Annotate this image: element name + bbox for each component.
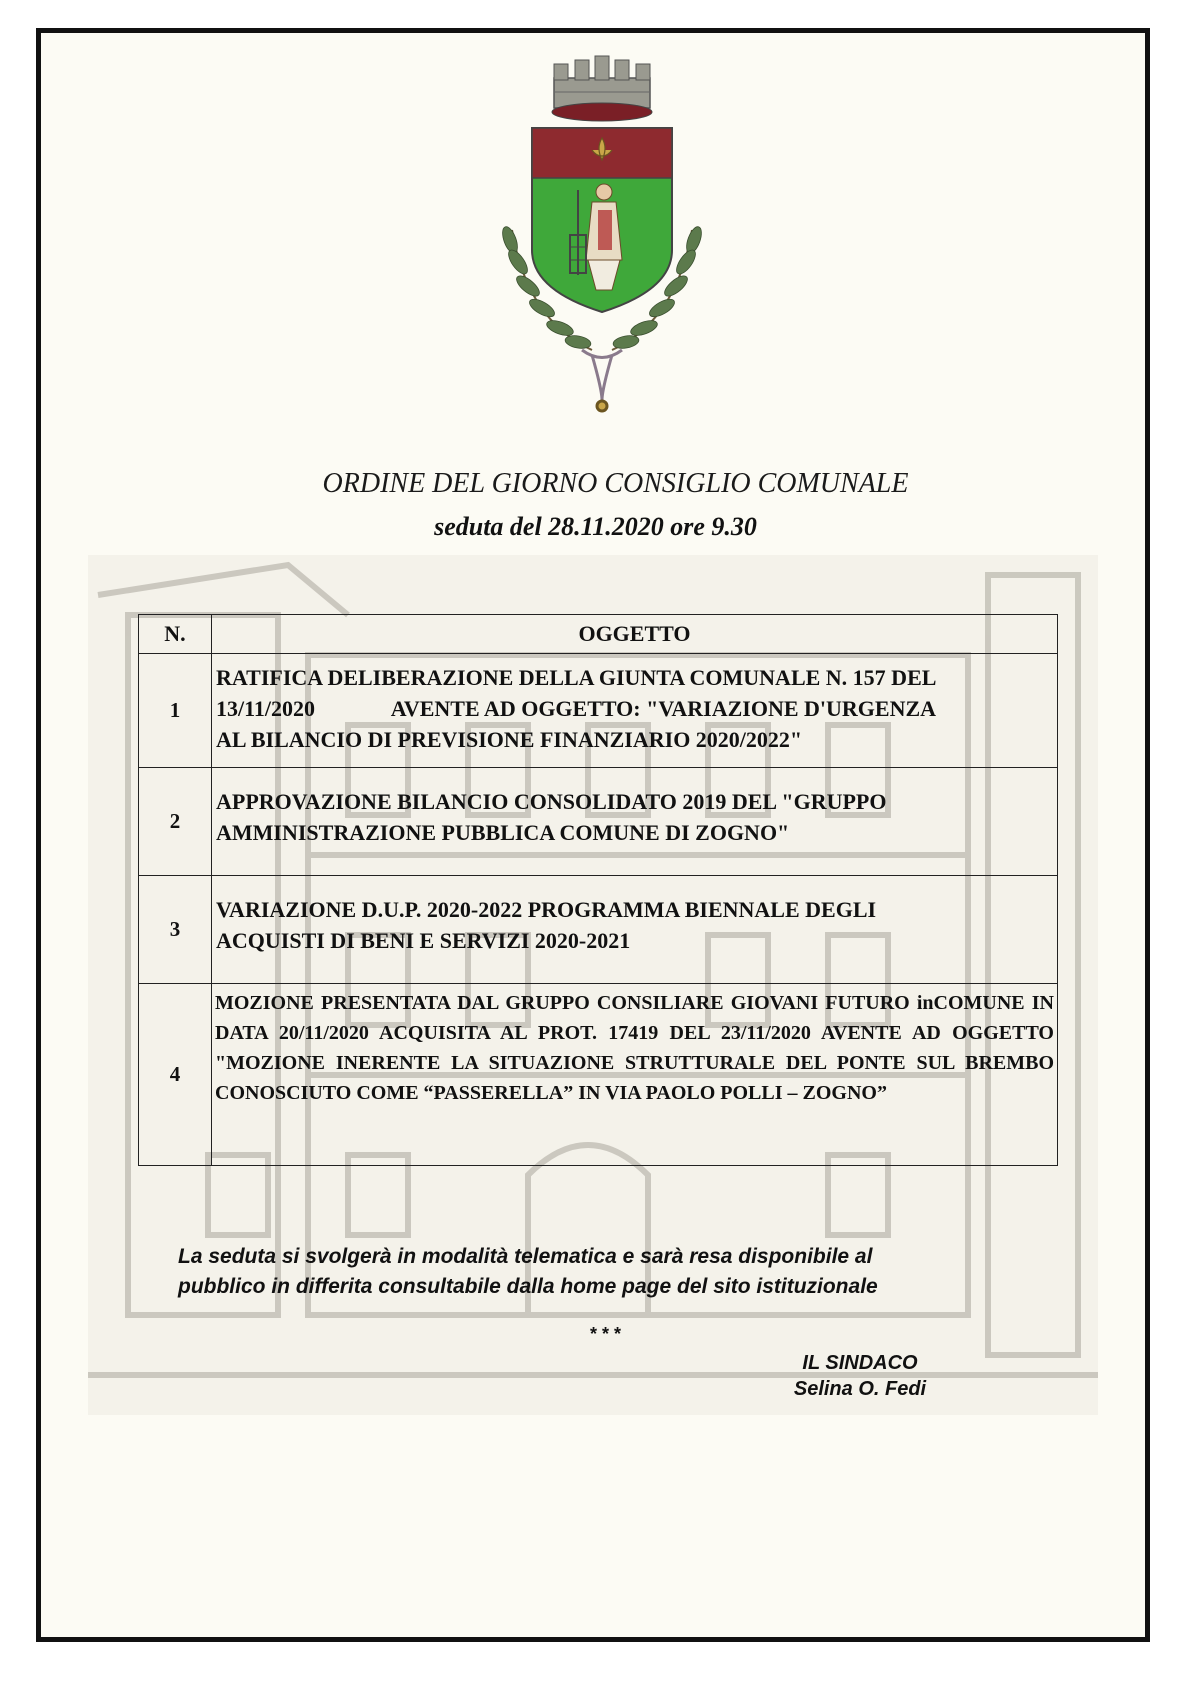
subject-line: VARIAZIONE D.U.P. 2020-2022 PROGRAMMA BIENNALE DEGLI [216, 897, 877, 922]
table-row [139, 768, 1058, 876]
item-number: 2 [139, 768, 212, 876]
item-subject [212, 876, 1058, 984]
notice-line: La seduta si svolgerà in modalità telematica e sarà resa disponibile al [178, 1245, 873, 1268]
notice-line: pubblico in differita consultabile dalla home page del sito istituzionale [178, 1275, 878, 1298]
signature-role: IL SINDACO [802, 1352, 918, 1374]
table-row [139, 876, 1058, 984]
separator-asterisks: * * * [590, 1324, 622, 1344]
item-subject: MOZIONE PRESENTATA DAL GRUPPO CONSILIARE GIOVANI FUTURO inCOMUNE IN DATA 20/11/2020 ACQUISITA AL PROT. 17419 DEL 23/11/2020 AVENTE AD OGGETTO "MOZIONE INERENTE LA SITUAZIONE STRUTTURALE DEL PONTE SUL BREMBO CONOSCIUTO COME “PASSERELLA” IN VIA PAOLO POLLI – ZOGNO” [212, 984, 1058, 1166]
subject-line: RATIFICA DELIBERAZIONE DELLA GIUNTA COMUNALE N. 157 DEL [216, 665, 937, 690]
item-number: 3 [139, 876, 212, 984]
agenda-title: ORDINE DEL GIORNO CONSIGLIO COMUNALE [322, 468, 909, 499]
subject-line: ACQUISTI DI BENI E SERVIZI 2020-2021 [216, 928, 631, 953]
table-row [139, 984, 1058, 1166]
table-header-row [139, 615, 1058, 654]
subject-line: 13/11/2020 AVENTE AD OGGETTO: "VARIAZIONE D'URGENZA [216, 696, 937, 721]
ribbon-knot-icon [582, 350, 622, 411]
mayor-signature-block [760, 1350, 960, 1402]
mural-crown-icon [552, 56, 652, 121]
item-subject [212, 654, 1058, 768]
column-header-number: N. [139, 615, 212, 654]
item-number: 1 [139, 654, 212, 768]
subject-line: APPROVAZIONE BILANCIO CONSOLIDATO 2019 DEL "GRUPPO [216, 789, 887, 814]
coat-of-arms-emblem [472, 50, 732, 430]
session-notice [178, 1242, 1018, 1302]
signature-name: Selina O. Fedi [793, 1378, 927, 1400]
subject-line: AL BILANCIO DI PREVISIONE FINANZIARIO 2020/2022" [216, 727, 803, 752]
shield-icon [532, 128, 672, 312]
subject-line: AMMINISTRAZIONE PUBBLICA COMUNE DI ZOGNO" [216, 820, 790, 845]
column-header-subject: OGGETTO [212, 615, 1058, 654]
item-number: 4 [139, 984, 212, 1166]
item-subject [212, 768, 1058, 876]
session-date: seduta del 28.11.2020 ore 9.30 [434, 512, 757, 541]
agenda-table [138, 614, 1058, 1166]
table-row [139, 654, 1058, 768]
